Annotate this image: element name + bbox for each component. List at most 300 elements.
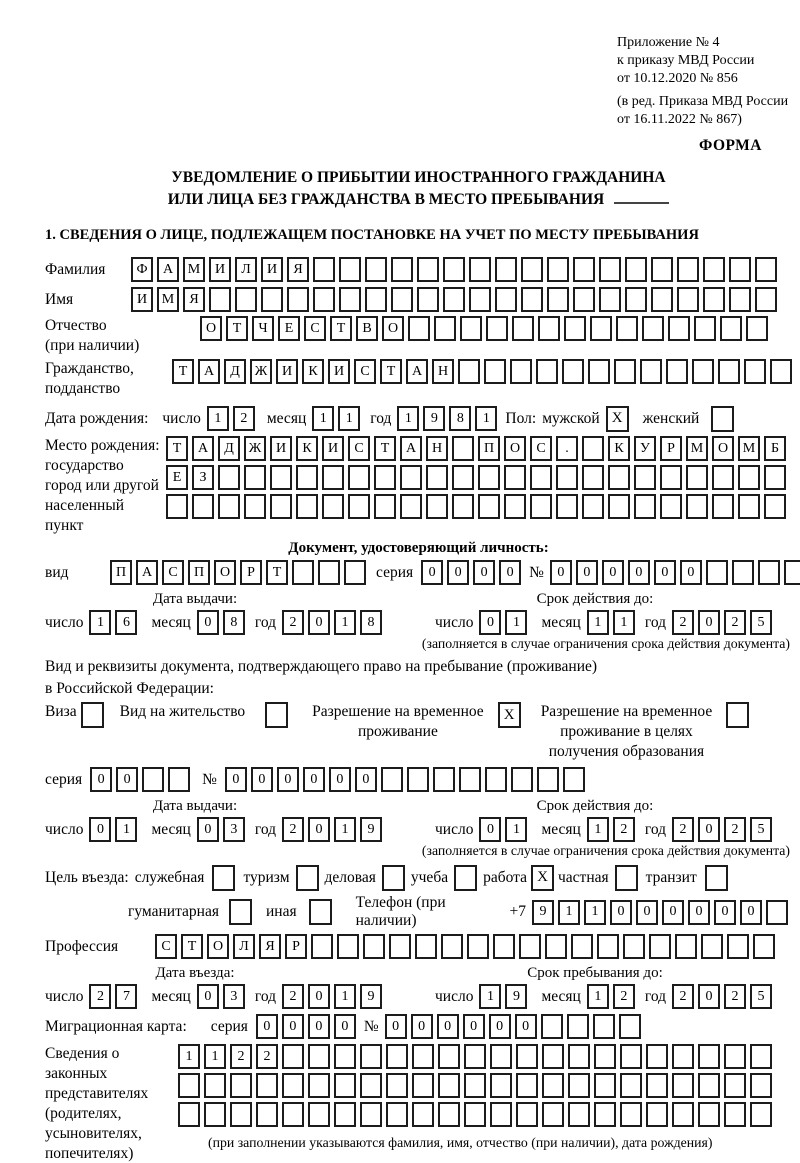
- cell: Т: [380, 359, 402, 384]
- cell: 0: [698, 817, 720, 842]
- cell: 0: [282, 1014, 304, 1039]
- cell: 2: [282, 817, 304, 842]
- cell: 0: [740, 900, 762, 925]
- cell: [365, 287, 387, 312]
- sex-label: Пол:: [505, 409, 537, 427]
- migration-number-label: №: [363, 1017, 379, 1035]
- cell: 1: [397, 406, 419, 431]
- stay-day-cells[interactable]: [479, 984, 531, 1009]
- cell: [784, 560, 800, 585]
- cell: 2: [613, 984, 635, 1009]
- birth-year-cells[interactable]: [397, 406, 501, 431]
- doc-expiry-date: Срок действия до: число 0 1 месяц 1 1 год 2 0 2 5: [435, 590, 776, 635]
- day-label: число: [45, 987, 84, 1005]
- birthplace-row2-cells[interactable]: [166, 465, 790, 490]
- purpose-option-label: гуманитарная: [128, 903, 219, 920]
- cell: [434, 316, 456, 341]
- day-label: число: [435, 613, 474, 631]
- cell: [640, 359, 662, 384]
- cell: Я: [183, 287, 205, 312]
- cell: 2: [282, 984, 304, 1009]
- cell: [510, 359, 532, 384]
- cell: [668, 316, 690, 341]
- migration-number-cells[interactable]: [385, 1014, 645, 1039]
- cell: И: [276, 359, 298, 384]
- cell: [620, 1044, 642, 1069]
- cell: М: [686, 436, 708, 461]
- cell: 0: [602, 560, 624, 585]
- cell: [594, 1102, 616, 1127]
- cell: 0: [550, 560, 572, 585]
- cell: [750, 1044, 772, 1069]
- cell: Н: [426, 436, 448, 461]
- representatives-row2-cells[interactable]: [178, 1073, 776, 1098]
- cell: [478, 494, 500, 519]
- cell: 0: [329, 767, 351, 792]
- cell: 1: [178, 1044, 200, 1069]
- cell: [381, 767, 403, 792]
- cell: И: [328, 359, 350, 384]
- cell: [712, 465, 734, 490]
- purpose-transit-checkbox[interactable]: [705, 865, 728, 891]
- cell: И: [209, 257, 231, 282]
- doc-expiry-year-cells[interactable]: [672, 610, 776, 635]
- cell: [516, 1073, 538, 1098]
- cell: [582, 494, 604, 519]
- cell: П: [478, 436, 500, 461]
- cell: [386, 1044, 408, 1069]
- cell: 9: [423, 406, 445, 431]
- year-label: год: [370, 409, 392, 427]
- representatives-row3-cells[interactable]: [178, 1102, 776, 1127]
- migration-card-row: [45, 1013, 792, 1040]
- cell: 2: [233, 406, 255, 431]
- cell: [417, 287, 439, 312]
- cell: [720, 316, 742, 341]
- cell: [308, 1073, 330, 1098]
- residence-permit-checkbox[interactable]: [265, 702, 288, 728]
- cell: 2: [724, 610, 746, 635]
- migration-series-cells[interactable]: [256, 1014, 360, 1039]
- cell: [313, 287, 335, 312]
- profession-cells[interactable]: [155, 934, 779, 959]
- cell: М: [738, 436, 760, 461]
- purpose-tourism-checkbox[interactable]: [296, 865, 319, 891]
- cell: [651, 287, 673, 312]
- cell: 0: [688, 900, 710, 925]
- cell: [545, 934, 567, 959]
- cell: [672, 1044, 694, 1069]
- cell: [459, 767, 481, 792]
- cell: [360, 1102, 382, 1127]
- doc-series-cells[interactable]: [421, 560, 525, 585]
- entry-year-cells[interactable]: [282, 984, 386, 1009]
- cell: [738, 465, 760, 490]
- cell: [724, 1044, 746, 1069]
- cell: [360, 1073, 382, 1098]
- birthplace-row3-cells[interactable]: [166, 494, 790, 519]
- cell: [608, 465, 630, 490]
- identity-doc-row: [45, 559, 792, 586]
- cell: В: [356, 316, 378, 341]
- cell: 0: [479, 610, 501, 635]
- cell: [490, 1102, 512, 1127]
- cell: О: [712, 436, 734, 461]
- cell: [530, 465, 552, 490]
- cell: З: [192, 465, 214, 490]
- cell: А: [136, 560, 158, 585]
- cell: [490, 1073, 512, 1098]
- visa-checkbox[interactable]: [81, 702, 104, 728]
- cell: 0: [308, 984, 330, 1009]
- cell: 1: [207, 406, 229, 431]
- cell: [753, 934, 775, 959]
- cell: [588, 359, 610, 384]
- cell: [168, 767, 190, 792]
- female-checkbox[interactable]: [711, 406, 734, 432]
- birthplace-cells-block: [166, 436, 790, 523]
- cell: И: [261, 257, 283, 282]
- cell: [614, 359, 636, 384]
- doc-type-cells[interactable]: [110, 560, 370, 585]
- name-row: [45, 286, 792, 313]
- citizenship-cells[interactable]: [172, 359, 796, 384]
- cell: [677, 257, 699, 282]
- cell: [562, 359, 584, 384]
- cell: [692, 359, 714, 384]
- forma-label: ФОРМА: [698, 137, 762, 154]
- cell: [727, 934, 749, 959]
- purpose-option-label: транзит: [645, 868, 697, 886]
- cell: 1: [334, 817, 356, 842]
- form-title-line1: УВЕДОМЛЕНИЕ О ПРИБЫТИИ ИНОСТРАННОГО ГРАЖДАНИНА: [171, 169, 666, 186]
- purpose-commercial-checkbox[interactable]: [382, 865, 405, 891]
- cell: [541, 1014, 563, 1039]
- cell: [732, 560, 754, 585]
- phone-label: Телефон (при наличии): [355, 894, 446, 929]
- doc-series-label: серия: [376, 563, 414, 581]
- doc-issue-month-cells[interactable]: [197, 610, 249, 635]
- cell: [400, 465, 422, 490]
- cell: [443, 287, 465, 312]
- cell: 0: [447, 560, 469, 585]
- cell: [593, 1014, 615, 1039]
- cell: 1: [558, 900, 580, 925]
- cell: М: [157, 287, 179, 312]
- residence-permit-label: Вид на жительство: [119, 703, 246, 720]
- cell: [567, 1014, 589, 1039]
- residence-issue-day-cells[interactable]: [89, 817, 141, 842]
- residence-dates-row: [45, 797, 792, 842]
- purpose-work-checkbox[interactable]: X: [531, 865, 554, 891]
- cell: [495, 287, 517, 312]
- cell: [360, 1044, 382, 1069]
- cell: Д: [224, 359, 246, 384]
- doc-number-cells[interactable]: [550, 560, 800, 585]
- phone-cells[interactable]: [532, 900, 792, 925]
- cell: [486, 316, 508, 341]
- cell: [235, 287, 257, 312]
- cell: 0: [308, 1014, 330, 1039]
- doc-expiry-note: (заполняется в случае ограничения срока действия документа): [421, 636, 790, 651]
- residence-series-cells[interactable]: [90, 767, 194, 792]
- cell: 5: [750, 817, 772, 842]
- cell: [244, 494, 266, 519]
- cell: [568, 1102, 590, 1127]
- cell: Я: [259, 934, 281, 959]
- cell: С: [155, 934, 177, 959]
- cell: 1: [587, 610, 609, 635]
- representatives-row1-cells[interactable]: [178, 1044, 776, 1069]
- day-label: число: [45, 820, 84, 838]
- cell: [334, 1073, 356, 1098]
- purpose-option-label: иная: [265, 903, 297, 920]
- surname-cells[interactable]: [131, 257, 781, 282]
- purpose-business-checkbox[interactable]: [212, 865, 235, 891]
- cell: [493, 934, 515, 959]
- cell: Р: [285, 934, 307, 959]
- cell: [698, 1044, 720, 1069]
- cell: 0: [714, 900, 736, 925]
- cell: [619, 1014, 641, 1039]
- cell: 2: [724, 984, 746, 1009]
- purpose-study-checkbox[interactable]: [454, 865, 477, 891]
- cell: 2: [282, 610, 304, 635]
- name-cells[interactable]: [131, 287, 781, 312]
- residence-doc-line1: Вид и реквизиты документа, подтверждающего право на пребывание (проживание): [45, 658, 598, 675]
- cell: С: [162, 560, 184, 585]
- residence-series-label: серия: [45, 770, 83, 788]
- cell: [625, 257, 647, 282]
- cell: А: [192, 436, 214, 461]
- birthdate-label: Дата рождения:: [45, 409, 149, 427]
- edu-permit-checkbox[interactable]: [726, 702, 749, 728]
- profession-label: Профессия: [45, 937, 119, 955]
- cell: [230, 1073, 252, 1098]
- month-label: месяц: [151, 820, 191, 838]
- surname-row: [45, 256, 792, 283]
- cell: 0: [698, 984, 720, 1009]
- cell: [608, 494, 630, 519]
- cell: [433, 767, 455, 792]
- purpose-other-checkbox[interactable]: [309, 899, 332, 925]
- purpose-private-checkbox[interactable]: [615, 865, 638, 891]
- cell: П: [110, 560, 132, 585]
- cell: И: [322, 436, 344, 461]
- cell: [292, 560, 314, 585]
- cell: [625, 287, 647, 312]
- birthplace-label: Место рождения: государство город или другой населенный пункт: [45, 437, 160, 534]
- cell: [568, 1044, 590, 1069]
- cell: [374, 465, 396, 490]
- cell: [594, 1073, 616, 1098]
- cell: К: [302, 359, 324, 384]
- form-title: [45, 167, 792, 211]
- cell: 0: [197, 610, 219, 635]
- cell: Т: [330, 316, 352, 341]
- cell: О: [200, 316, 222, 341]
- cell: [204, 1102, 226, 1127]
- purpose-humanitarian-checkbox[interactable]: [229, 899, 252, 925]
- cell: [758, 560, 780, 585]
- residence-series-row: [45, 766, 792, 793]
- cell: [686, 494, 708, 519]
- cell: [556, 494, 578, 519]
- doc-issue-day-cells[interactable]: [89, 610, 141, 635]
- cell: [218, 465, 240, 490]
- annex-line: от 10.12.2020 № 856: [617, 71, 738, 86]
- entry-month-cells[interactable]: [197, 984, 249, 1009]
- cell: Б: [764, 436, 786, 461]
- doc-expiry-day-cells[interactable]: [479, 610, 531, 635]
- month-label: месяц: [266, 409, 307, 427]
- cell: [318, 560, 340, 585]
- cell: [706, 560, 728, 585]
- cell: [766, 900, 788, 925]
- year-label: год: [254, 987, 277, 1005]
- cell: Ж: [250, 359, 272, 384]
- cell: [660, 494, 682, 519]
- cell: [178, 1102, 200, 1127]
- cell: [750, 1102, 772, 1127]
- entry-date: Дата въезда: число 2 7 месяц 0 3 год 2 0 1 9: [45, 964, 435, 1009]
- cell: [698, 1073, 720, 1098]
- cell: [521, 287, 543, 312]
- cell: 2: [256, 1044, 278, 1069]
- cell: 0: [225, 767, 247, 792]
- cell: [698, 1102, 720, 1127]
- cell: [339, 257, 361, 282]
- cell: [230, 1102, 252, 1127]
- patronymic-cells[interactable]: [200, 316, 772, 341]
- title-blank-underline: [614, 191, 669, 204]
- cell: [166, 494, 188, 519]
- cell: [464, 1102, 486, 1127]
- residence-issue-year-cells[interactable]: [282, 817, 386, 842]
- cell: Л: [235, 257, 257, 282]
- cell: 0: [479, 817, 501, 842]
- cell: [308, 1044, 330, 1069]
- cell: 0: [698, 610, 720, 635]
- doc-expiry-month-cells[interactable]: [587, 610, 639, 635]
- purpose-option-label: служебная: [134, 868, 205, 886]
- doc-issue-year-cells[interactable]: [282, 610, 386, 635]
- cell: [634, 465, 656, 490]
- cell: 2: [89, 984, 111, 1009]
- cell: Т: [226, 316, 248, 341]
- cell: [464, 1044, 486, 1069]
- year-label: год: [254, 820, 277, 838]
- purpose-option-label: туризм: [243, 868, 290, 886]
- birthplace-row1-cells[interactable]: [166, 436, 790, 461]
- stay-year-cells[interactable]: [672, 984, 776, 1009]
- cell: 0: [256, 1014, 278, 1039]
- cell: [703, 287, 725, 312]
- male-checkbox[interactable]: X: [606, 406, 629, 432]
- birth-day-cells[interactable]: [207, 406, 259, 431]
- cell: [452, 465, 474, 490]
- annex-line: (в ред. Приказа МВД России: [617, 94, 789, 109]
- cell: 0: [90, 767, 112, 792]
- cell: [412, 1073, 434, 1098]
- cell: 0: [334, 1014, 356, 1039]
- year-label: год: [644, 613, 667, 631]
- residence-number-cells[interactable]: [225, 767, 589, 792]
- month-label: месяц: [541, 820, 581, 838]
- representatives-label: Сведения о законных представителях (родителях, усыновителях, попечителях): [45, 1045, 149, 1162]
- cell: [729, 287, 751, 312]
- cell: [530, 494, 552, 519]
- residence-issue-month-cells[interactable]: [197, 817, 249, 842]
- cell: [389, 934, 411, 959]
- cell: [672, 1073, 694, 1098]
- residence-number-label: №: [202, 770, 217, 788]
- cell: [412, 1044, 434, 1069]
- cell: [594, 1044, 616, 1069]
- cell: 1: [334, 984, 356, 1009]
- cell: [204, 1073, 226, 1098]
- cell: [391, 257, 413, 282]
- cell: [666, 359, 688, 384]
- residence-expiry-month-cells[interactable]: [587, 817, 639, 842]
- cell: 0: [277, 767, 299, 792]
- temp-permit-checkbox[interactable]: X: [498, 702, 521, 728]
- cell: О: [504, 436, 526, 461]
- cell: [649, 934, 671, 959]
- cell: [516, 1044, 538, 1069]
- identity-doc-heading: Документ, удостоверяющий личность:: [288, 540, 549, 556]
- cell: С: [354, 359, 376, 384]
- cell: [415, 934, 437, 959]
- cell: 0: [610, 900, 632, 925]
- cell: 8: [223, 610, 245, 635]
- cell: 8: [360, 610, 382, 635]
- cell: [724, 1102, 746, 1127]
- cell: [469, 287, 491, 312]
- cell: [677, 287, 699, 312]
- cell: 1: [613, 610, 635, 635]
- cell: [542, 1073, 564, 1098]
- cell: [597, 934, 619, 959]
- cell: [746, 316, 768, 341]
- cell: [322, 494, 344, 519]
- cell: 2: [230, 1044, 252, 1069]
- cell: [296, 494, 318, 519]
- cell: [542, 1044, 564, 1069]
- cell: [701, 934, 723, 959]
- cell: [542, 1102, 564, 1127]
- residence-expiry-year-cells[interactable]: [672, 817, 776, 842]
- cell: 1: [505, 610, 527, 635]
- month-label: месяц: [541, 987, 581, 1005]
- entry-day-cells[interactable]: [89, 984, 141, 1009]
- stay-month-cells[interactable]: [587, 984, 639, 1009]
- birth-month-cells[interactable]: [312, 406, 364, 431]
- cell: [344, 560, 366, 585]
- cell: О: [382, 316, 404, 341]
- cell: 5: [750, 610, 772, 635]
- cell: 0: [308, 610, 330, 635]
- cell: [334, 1044, 356, 1069]
- cell: [438, 1102, 460, 1127]
- cell: С: [530, 436, 552, 461]
- cell: [408, 316, 430, 341]
- cell: Я: [287, 257, 309, 282]
- edu-permit-label: Разрешение на временное проживание в целях получения образования: [540, 703, 713, 760]
- cell: 1: [115, 817, 137, 842]
- residence-expiry-day-cells[interactable]: [479, 817, 531, 842]
- cell: С: [304, 316, 326, 341]
